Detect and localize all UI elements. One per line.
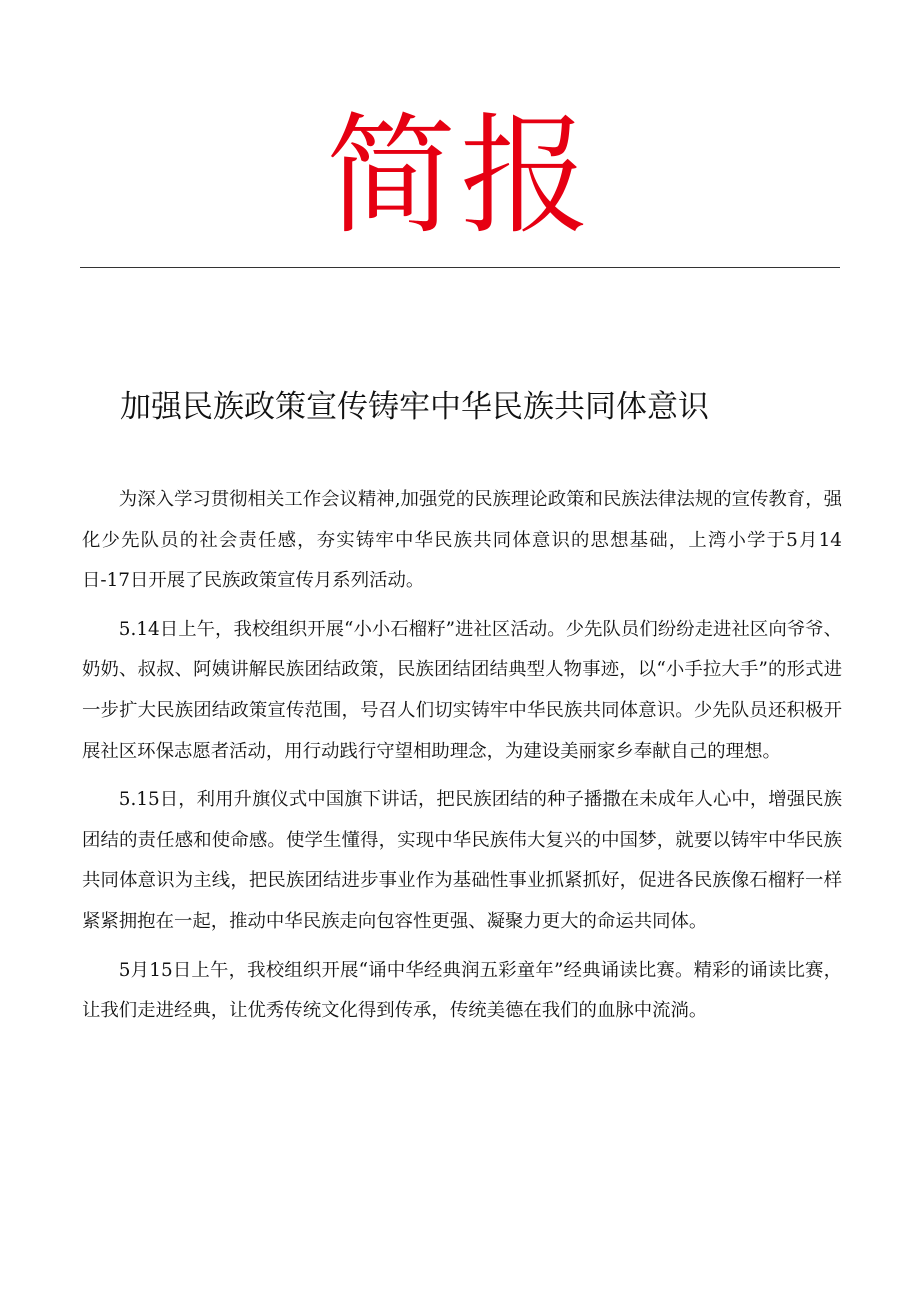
masthead-divider — [80, 267, 840, 268]
paragraph-may-15-reading: 5月15日上午，我校组织开展“诵中华经典润五彩童年”经典诵读比赛。精彩的诵读比赛，让我们走进经典，让优秀传统文化得到传承，传统美德在我们的血脉中流淌。 — [82, 959, 842, 1022]
paragraph-may-15-flag: 5.15日，利用升旗仪式中国旗下讲话，把民族团结的种子播撒在未成年人心中，增强民族团结的责任感和使命感。使学生懂得，实现中华民族伟大复兴的中国梦，就要以铸牢中华民族共同体意识为主线，把民族团结进步事业作为基础性事业抓紧抓好，促进各民族像石榴籽一样紧紧拥抱在一起，推动中华民族走向包容性更强、凝聚力更大的命运共同体。 — [82, 789, 842, 932]
masthead-title: 简报 — [325, 100, 594, 252]
paragraph-intro: 为深入学习贯彻相关工作会议精神,加强党的民族理论政策和民族法律法规的宣传教育，强化少先队员的社会责任感，夯实铸牢中华民族共同体意识的思想基础，上湾小学于5月14日-17日开展了民族政策宣传月系列活动。 — [82, 489, 842, 592]
article-body — [82, 480, 842, 1040]
paragraph-may-14: 5.14日上午，我校组织开展“小小石榴籽”进社区活动。少先队员们纷纷走进社区向爷爷、奶奶、叔叔、阿姨讲解民族团结政策，民族团结团结典型人物事迹，以“小手拉大手”的形式进一步扩大民族团结政策宣传范围，号召人们切实铸牢中华民族共同体意识。少先队员还积极开展社区环保志愿者活动，用行动践行守望相助理念，为建设美丽家乡奉献自己的理想。 — [82, 618, 842, 762]
article-headline: 加强民族政策宣传铸牢中华民族共同体意识 — [120, 389, 709, 425]
